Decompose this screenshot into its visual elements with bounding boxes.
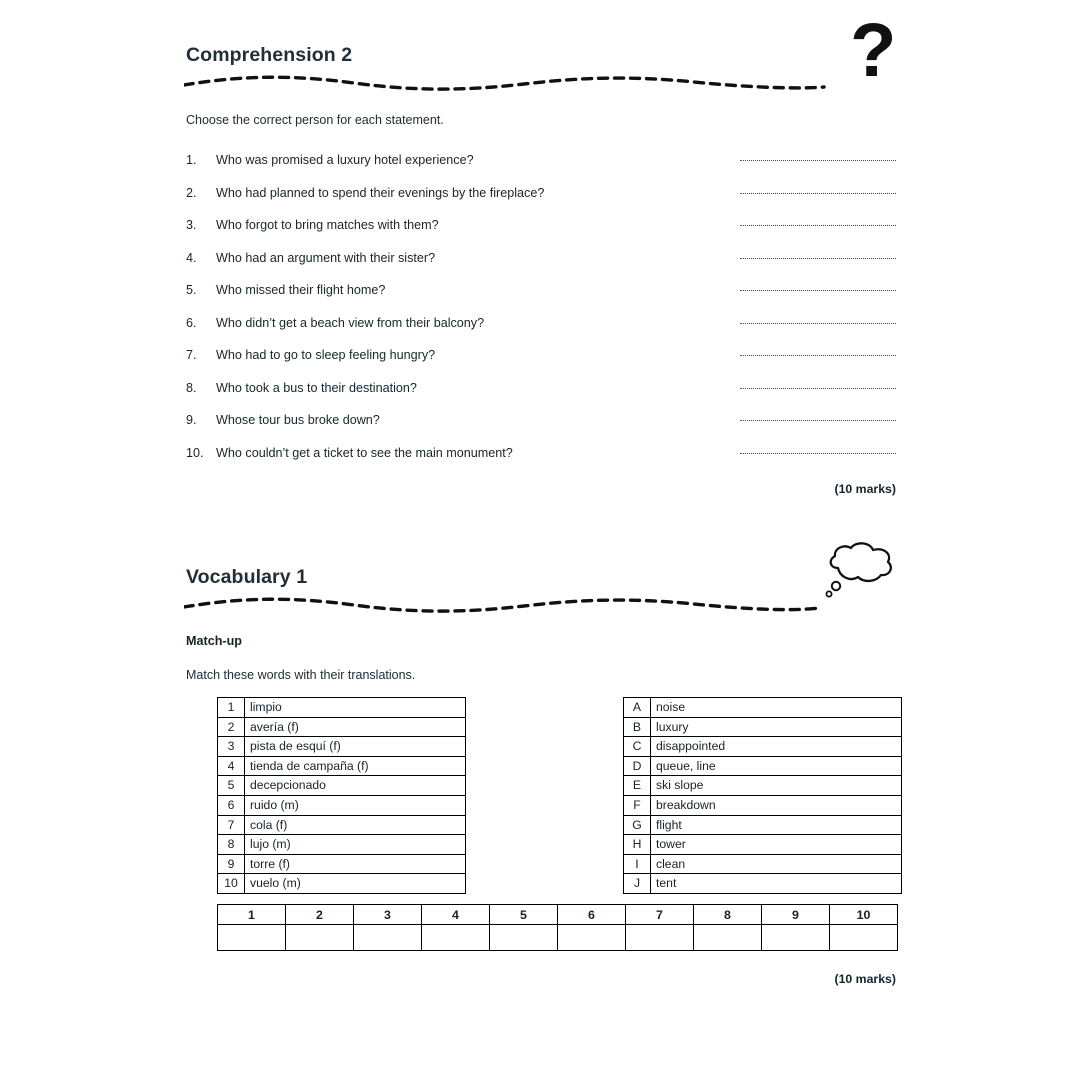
answer-cell[interactable] (490, 925, 558, 951)
squiggle-divider (184, 73, 894, 91)
question-number: 4. (186, 250, 197, 265)
answer-grid-header: 10 (830, 905, 898, 925)
answer-line[interactable] (740, 387, 896, 389)
squiggle-divider (184, 595, 894, 613)
question-text: Who didn’t get a beach view from their balcony? (216, 315, 485, 330)
match-right-table (623, 697, 902, 894)
answer-cell[interactable] (354, 925, 422, 951)
answer-cell[interactable] (762, 925, 830, 951)
match-key: I (624, 854, 651, 874)
question-number: 5. (186, 283, 197, 297)
vocabulary-instruction: Match these words with their translations. (186, 668, 416, 682)
list-item (186, 218, 896, 251)
comprehension-section (186, 18, 897, 93)
match-key: E (624, 776, 651, 796)
match-key: 9 (218, 854, 245, 874)
match-key: A (624, 698, 651, 718)
match-translation: ski slope (651, 776, 902, 796)
question-number: 1. (186, 153, 197, 167)
match-word: torre (f) (245, 854, 466, 874)
match-up-subhead: Match-up (186, 634, 242, 648)
match-key: 4 (218, 756, 245, 776)
answer-grid (217, 904, 898, 951)
vocabulary-section (186, 566, 896, 613)
table-row (624, 854, 902, 874)
answer-cell[interactable] (422, 925, 490, 951)
match-key: 3 (218, 737, 245, 757)
question-text: Who was promised a luxury hotel experience? (216, 153, 474, 167)
answer-line[interactable] (740, 257, 896, 259)
list-item (186, 186, 896, 219)
list-item (186, 348, 896, 381)
question-number: 2. (186, 185, 197, 200)
match-translation: noise (651, 698, 902, 718)
match-translation: disappointed (651, 737, 902, 757)
answer-grid-header: 4 (422, 905, 490, 925)
match-key: B (624, 717, 651, 737)
comprehension-marks: (10 marks) (834, 482, 896, 496)
vocabulary-marks: (10 marks) (834, 972, 896, 986)
answer-grid-input-row (218, 925, 898, 951)
question-number: 7. (186, 348, 197, 362)
match-word: lujo (m) (245, 835, 466, 855)
table-row (624, 795, 902, 815)
table-row (624, 717, 902, 737)
match-key: 1 (218, 698, 245, 718)
match-word: cola (f) (245, 815, 466, 835)
table-row (218, 756, 466, 776)
table-row (218, 698, 466, 718)
list-item (186, 316, 896, 349)
table-row (624, 874, 902, 894)
answer-line[interactable] (740, 224, 896, 226)
answer-line[interactable] (740, 354, 896, 356)
question-number: 8. (186, 380, 197, 395)
match-translation: breakdown (651, 795, 902, 815)
match-key: 2 (218, 717, 245, 737)
match-translation: flight (651, 815, 902, 835)
question-text: Who missed their flight home? (216, 283, 386, 297)
match-key: 8 (218, 835, 245, 855)
question-text: Who couldn’t get a ticket to see the main monument? (216, 445, 513, 460)
match-translation: queue, line (651, 756, 902, 776)
answer-line[interactable] (740, 322, 896, 324)
match-word: avería (f) (245, 717, 466, 737)
answer-line[interactable] (740, 419, 896, 421)
table-row (218, 835, 466, 855)
match-word: pista de esquí (f) (245, 737, 466, 757)
svg-text:?: ? (850, 18, 897, 93)
comprehension-questions (186, 153, 896, 496)
question-text: Who had to go to sleep feeling hungry? (216, 348, 436, 362)
table-row (624, 776, 902, 796)
question-text: Who took a bus to their destination? (216, 380, 417, 395)
answer-line[interactable] (740, 289, 896, 291)
match-left-table (217, 697, 466, 894)
question-mark-icon (846, 18, 904, 101)
table-row (218, 737, 466, 757)
match-word: decepcionado (245, 776, 466, 796)
question-text: Whose tour bus broke down? (216, 413, 380, 427)
match-key: H (624, 835, 651, 855)
answer-cell[interactable] (694, 925, 762, 951)
list-item (186, 446, 896, 479)
page-title: Comprehension 2 (186, 44, 353, 66)
list-item (186, 381, 896, 414)
table-row (624, 737, 902, 757)
answer-grid-header: 5 (490, 905, 558, 925)
list-item (186, 283, 896, 316)
answer-line[interactable] (740, 452, 896, 454)
table-row (218, 874, 466, 894)
question-number: 9. (186, 413, 197, 427)
match-word: tienda de campaña (f) (245, 756, 466, 776)
answer-cell[interactable] (218, 925, 286, 951)
table-row (218, 815, 466, 835)
answer-cell[interactable] (626, 925, 694, 951)
question-number: 6. (186, 315, 197, 330)
match-right-table-wrap (623, 697, 902, 894)
match-key: 6 (218, 795, 245, 815)
answer-grid-header: 9 (762, 905, 830, 925)
answer-grid-header: 8 (694, 905, 762, 925)
match-key: 5 (218, 776, 245, 796)
table-row (624, 815, 902, 835)
table-row (218, 854, 466, 874)
question-text: Who had an argument with their sister? (216, 250, 436, 265)
answer-cell[interactable] (286, 925, 354, 951)
answer-grid-header: 7 (626, 905, 694, 925)
answer-grid-header: 3 (354, 905, 422, 925)
question-number: 10. (186, 445, 204, 460)
match-translation: tower (651, 835, 902, 855)
answer-grid-header: 1 (218, 905, 286, 925)
match-key: G (624, 815, 651, 835)
answer-grid-header-row (218, 905, 898, 925)
list-item (186, 251, 896, 284)
match-word: limpio (245, 698, 466, 718)
match-translation: luxury (651, 717, 902, 737)
comprehension-instruction-block (186, 113, 896, 127)
match-key: D (624, 756, 651, 776)
table-row (624, 756, 902, 776)
match-key: F (624, 795, 651, 815)
answer-line[interactable] (740, 159, 896, 161)
list-item (186, 153, 896, 186)
thought-bubble-icon (820, 542, 900, 609)
match-key: 10 (218, 874, 245, 894)
vocabulary-instruction-block (186, 668, 896, 682)
answer-cell[interactable] (830, 925, 898, 951)
answer-grid-wrap (217, 904, 898, 951)
match-key: C (624, 737, 651, 757)
match-word: ruido (m) (245, 795, 466, 815)
match-translation: tent (651, 874, 902, 894)
match-key: J (624, 874, 651, 894)
question-text: Who had planned to spend their evenings by the fireplace? (216, 185, 545, 200)
table-row (218, 717, 466, 737)
table-row (218, 795, 466, 815)
answer-grid-header: 2 (286, 905, 354, 925)
question-text: Who forgot to bring matches with them? (216, 218, 439, 232)
vocabulary-subhead-block (186, 634, 896, 648)
comprehension-instruction: Choose the correct person for each statement. (186, 113, 444, 127)
question-number: 3. (186, 218, 197, 232)
answer-cell[interactable] (558, 925, 626, 951)
table-row (624, 698, 902, 718)
match-key: 7 (218, 815, 245, 835)
match-left-table-wrap (217, 697, 466, 894)
answer-grid-header: 6 (558, 905, 626, 925)
match-word: vuelo (m) (245, 874, 466, 894)
answer-line[interactable] (740, 192, 896, 194)
table-row (218, 776, 466, 796)
table-row (624, 835, 902, 855)
list-item (186, 413, 896, 446)
vocabulary-title: Vocabulary 1 (186, 566, 308, 588)
match-translation: clean (651, 854, 902, 874)
